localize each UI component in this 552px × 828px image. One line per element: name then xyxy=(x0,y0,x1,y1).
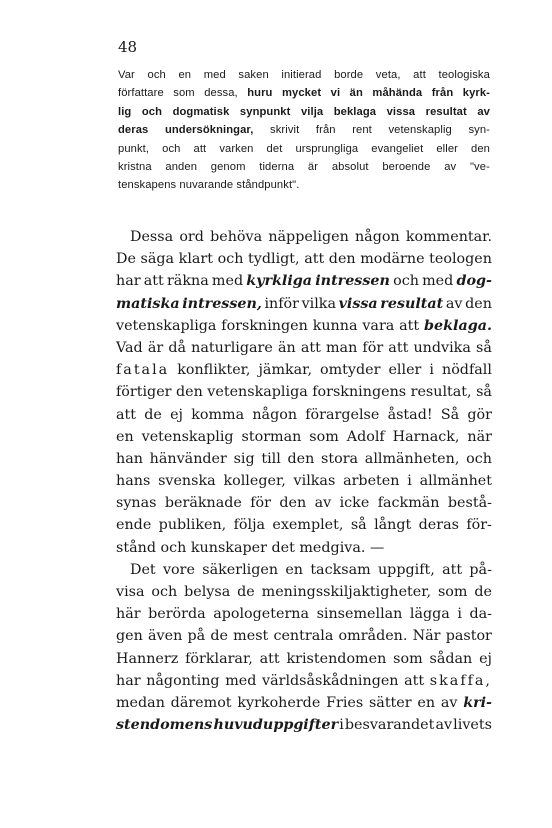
word: klart xyxy=(178,251,214,268)
word: ursprungliga xyxy=(295,142,359,155)
word: genom xyxy=(210,160,246,173)
word: än xyxy=(349,87,363,100)
word: för xyxy=(250,495,271,512)
word: förtiger xyxy=(116,384,172,401)
word: kolleger, xyxy=(223,473,286,490)
body-line xyxy=(116,470,492,492)
word: pastor xyxy=(445,628,492,645)
word: dog- xyxy=(456,273,492,290)
word: beklaga xyxy=(333,105,377,118)
word: här xyxy=(116,606,141,623)
word: vara xyxy=(362,317,395,334)
word: kunna xyxy=(312,317,358,334)
word: tenskapens nuvarande ståndpunkt". xyxy=(118,179,300,192)
word: sådan xyxy=(429,650,473,667)
word: och xyxy=(147,69,166,81)
word: att xyxy=(300,339,321,356)
word: för xyxy=(362,339,384,356)
word: vetenskapliga xyxy=(116,317,217,334)
word: mest xyxy=(233,628,269,645)
word: sinsemellan xyxy=(316,606,403,623)
word: på- xyxy=(469,561,492,578)
word: när xyxy=(467,428,492,445)
word: en xyxy=(178,69,192,81)
body-text xyxy=(116,226,492,736)
word: vi xyxy=(330,87,341,100)
word: behöva xyxy=(210,229,263,245)
body-line xyxy=(116,315,492,337)
word: apologeterna xyxy=(213,606,310,623)
word: huvuduppgifter xyxy=(213,717,339,734)
word: vetenskaplig xyxy=(388,124,452,137)
word: veta, xyxy=(375,69,401,81)
word: modärne xyxy=(360,251,425,268)
word: mycket xyxy=(281,87,322,100)
word: "ve- xyxy=(469,160,490,173)
word: allmänhet xyxy=(419,473,492,490)
body-line xyxy=(116,226,492,248)
word: så xyxy=(350,517,367,534)
word: kyrk- xyxy=(462,87,490,100)
word: resultat, xyxy=(410,384,472,401)
word: inför xyxy=(264,295,299,312)
quote-line xyxy=(118,176,490,194)
word: är xyxy=(307,160,319,173)
body-line xyxy=(116,426,492,448)
body-line xyxy=(116,603,492,625)
word: vetenskapliga xyxy=(207,384,308,401)
word: av xyxy=(314,495,332,512)
word: de xyxy=(144,406,162,423)
word: områden. xyxy=(338,628,408,645)
body-line xyxy=(116,670,492,692)
word: sig xyxy=(233,450,255,467)
word: eller xyxy=(388,362,422,379)
word: vetenskaplig xyxy=(141,428,234,445)
word: Hannerz xyxy=(116,650,179,667)
word: När xyxy=(412,628,441,645)
word: borde xyxy=(334,69,364,81)
word: med xyxy=(203,69,226,81)
body-line xyxy=(116,337,492,359)
word: att xyxy=(399,317,420,334)
word: Adolf xyxy=(346,428,385,445)
word: Det xyxy=(130,561,156,578)
quote-line xyxy=(118,103,490,121)
word: av xyxy=(445,295,463,312)
body-line xyxy=(116,714,492,736)
word: allmänheten, xyxy=(364,450,460,467)
body-line xyxy=(116,248,492,270)
word: den xyxy=(465,295,492,312)
word: storman xyxy=(241,428,302,445)
word: beklaga. xyxy=(424,317,492,334)
word: en xyxy=(285,561,304,578)
word: den xyxy=(279,495,307,512)
word: huru xyxy=(247,87,273,100)
word: belysa xyxy=(184,584,231,600)
word: med xyxy=(225,672,257,689)
word: vore xyxy=(162,561,195,578)
body-line xyxy=(116,381,492,403)
word: gen xyxy=(116,628,143,645)
word: däremot xyxy=(170,694,232,711)
word: i xyxy=(429,362,434,379)
word: av xyxy=(440,694,458,711)
word: livets xyxy=(453,717,492,734)
word: att xyxy=(404,672,425,689)
word: stånd och kunskaper det medgiva. — xyxy=(116,539,385,556)
body-line xyxy=(116,581,492,603)
word: att xyxy=(193,142,207,155)
word: komma xyxy=(191,406,245,423)
word: är xyxy=(147,339,164,356)
word: anden xyxy=(165,160,198,173)
word: undvika xyxy=(413,339,471,356)
word: på xyxy=(187,628,206,645)
word: har xyxy=(116,273,141,290)
word: kommentar. xyxy=(405,229,492,245)
word: man xyxy=(325,339,358,356)
word: teologen xyxy=(429,251,492,268)
word: och xyxy=(466,450,492,467)
word: vissa xyxy=(338,295,378,312)
word: räkna xyxy=(166,273,209,290)
word: måhända xyxy=(372,87,423,100)
word: kristna xyxy=(118,160,152,173)
word: intressen, xyxy=(182,295,262,312)
body-line xyxy=(116,270,492,292)
word: stora xyxy=(321,450,359,467)
word: Fries xyxy=(326,694,364,711)
word: eller xyxy=(436,142,458,155)
word: fackmän xyxy=(377,495,440,512)
quote-line xyxy=(118,121,490,139)
word: vilkas xyxy=(293,473,336,490)
body-line xyxy=(116,514,492,536)
word: gör xyxy=(467,406,492,423)
word: vilka xyxy=(301,295,336,312)
word: ord xyxy=(179,229,204,245)
word: centrala xyxy=(273,628,334,645)
word: beroende xyxy=(382,160,431,173)
word: och xyxy=(162,142,181,155)
word: dessa, xyxy=(204,87,238,100)
word: deras xyxy=(118,124,149,137)
word: beräknade xyxy=(164,495,242,512)
word: förklarar, xyxy=(185,650,253,667)
word: resultat xyxy=(380,295,444,312)
word: absolut xyxy=(331,160,369,173)
body-line xyxy=(116,293,492,315)
word: teologiska xyxy=(438,69,490,81)
word: saken xyxy=(238,69,269,81)
word: resultat xyxy=(425,105,467,118)
word: att xyxy=(413,69,426,81)
word: medan xyxy=(116,694,165,711)
word: Vad xyxy=(116,339,143,356)
word: som xyxy=(437,584,468,600)
word: Harnack, xyxy=(392,428,460,445)
word: näppeligen xyxy=(268,229,349,245)
word: säga xyxy=(140,251,175,268)
word: med xyxy=(422,273,454,290)
word: kristendomen xyxy=(286,650,387,667)
word: kri- xyxy=(463,694,492,711)
word: hans xyxy=(116,473,151,490)
word: av xyxy=(444,160,457,173)
word: av xyxy=(435,717,453,734)
body-line xyxy=(116,537,492,559)
word: en xyxy=(116,428,134,445)
word: skaffa, xyxy=(429,672,492,689)
word: det xyxy=(266,142,283,155)
word: omtyder xyxy=(320,362,381,379)
word: lig xyxy=(118,105,132,118)
word: naturligare xyxy=(191,339,273,356)
word: ej xyxy=(479,650,492,667)
quote-line xyxy=(118,158,490,176)
word: arbeten xyxy=(343,473,400,490)
word: den xyxy=(328,251,356,268)
word: så xyxy=(476,339,492,356)
word: kyrkliga xyxy=(246,273,313,290)
word: vilja xyxy=(300,105,324,118)
body-line xyxy=(116,492,492,514)
word: De xyxy=(116,251,136,268)
body-line xyxy=(116,448,492,470)
word: undersökningar, xyxy=(164,124,254,137)
word: Var xyxy=(118,69,135,81)
word: uppgift, xyxy=(377,561,435,578)
word: exemplet, xyxy=(272,517,344,534)
word: rent xyxy=(352,124,372,137)
word: dogmatisk xyxy=(172,105,230,118)
word: matiska xyxy=(116,295,180,312)
word: visa xyxy=(116,584,145,600)
word: fatala xyxy=(116,362,170,379)
word: punkt, xyxy=(118,142,150,155)
word: och xyxy=(141,105,163,118)
word: den xyxy=(287,450,315,467)
word: evangeliet xyxy=(371,142,424,155)
word: bestå- xyxy=(447,495,492,512)
word: icke xyxy=(339,495,370,512)
word: forskningens xyxy=(312,384,407,401)
word: att xyxy=(304,251,325,268)
word: tacksam xyxy=(310,561,371,578)
body-line xyxy=(116,692,492,714)
quote-line xyxy=(118,66,490,84)
word: den xyxy=(175,384,203,401)
body-line xyxy=(116,404,492,426)
word: besvarandet xyxy=(344,717,435,734)
word: någon xyxy=(354,229,400,245)
body-line xyxy=(116,648,492,670)
quote-line xyxy=(118,84,490,102)
word: att xyxy=(259,650,280,667)
word: så xyxy=(476,384,492,401)
word: som xyxy=(173,87,195,100)
word: att xyxy=(116,406,137,423)
word: kyrkoherde xyxy=(237,694,321,711)
word: jämkar, xyxy=(258,362,312,379)
word: da- xyxy=(469,606,492,623)
quote-block xyxy=(118,66,490,195)
body-line xyxy=(116,359,492,381)
word: Dessa xyxy=(130,229,174,245)
word: de xyxy=(210,628,228,645)
word: initierad xyxy=(281,69,322,81)
word: han xyxy=(116,450,143,467)
word: att xyxy=(388,339,409,356)
word: stendomens xyxy=(116,717,213,734)
word: som xyxy=(309,428,339,445)
word: och xyxy=(393,273,419,290)
word: än xyxy=(277,339,296,356)
word: som xyxy=(393,650,423,667)
word: synas xyxy=(116,495,157,512)
word: från xyxy=(431,87,454,100)
word: Så xyxy=(440,406,460,423)
word: skrivit xyxy=(270,124,300,137)
word: svenska xyxy=(158,473,216,490)
word: de xyxy=(237,584,255,600)
word: nödfall xyxy=(441,362,492,379)
word: i xyxy=(339,717,344,734)
word: ej xyxy=(170,406,183,423)
word: någon xyxy=(252,406,298,423)
word: att xyxy=(442,561,463,578)
word: lägga xyxy=(409,606,450,623)
quote-line xyxy=(118,140,490,158)
word: långt xyxy=(374,517,412,534)
word: deras xyxy=(418,517,459,534)
word: författare xyxy=(118,87,164,100)
word: ende xyxy=(116,517,152,534)
word: synpunkt xyxy=(239,105,291,118)
word: i xyxy=(407,473,412,490)
word: konflikter, xyxy=(177,362,251,379)
page-number: 48 xyxy=(118,38,138,56)
word: en xyxy=(417,694,436,711)
word: även xyxy=(148,628,183,645)
word: följa xyxy=(233,517,266,534)
word: förargelse xyxy=(305,406,380,423)
word: den xyxy=(471,142,490,155)
word: till xyxy=(261,450,281,467)
word: att xyxy=(143,273,164,290)
word: meningsskiljaktigheter, xyxy=(261,584,432,600)
word: de xyxy=(474,584,492,600)
word: berörda xyxy=(148,606,206,623)
word: syn- xyxy=(468,124,490,137)
word: och xyxy=(151,584,178,600)
word: publiken, xyxy=(158,517,227,534)
word: varken xyxy=(219,142,254,155)
word: då xyxy=(168,339,187,356)
word: tydligt, xyxy=(248,251,300,268)
word: säkerligen xyxy=(202,561,279,578)
body-line xyxy=(116,559,492,581)
word: för- xyxy=(466,517,492,534)
word: vissa xyxy=(386,105,416,118)
word: hänvänder xyxy=(149,450,227,467)
body-line xyxy=(116,625,492,647)
word: i xyxy=(457,606,462,623)
word: intressen xyxy=(315,273,390,290)
word: från xyxy=(315,124,336,137)
word: världsåskådningen xyxy=(262,672,399,689)
word: av xyxy=(477,105,490,118)
word: forskningen xyxy=(221,317,308,334)
word: tiderna xyxy=(259,160,295,173)
word: sätter xyxy=(368,694,412,711)
word: med xyxy=(211,273,244,290)
word: någonting xyxy=(146,672,220,689)
word: åstad! xyxy=(387,406,433,423)
word: och xyxy=(217,251,244,268)
word: har xyxy=(116,672,141,689)
